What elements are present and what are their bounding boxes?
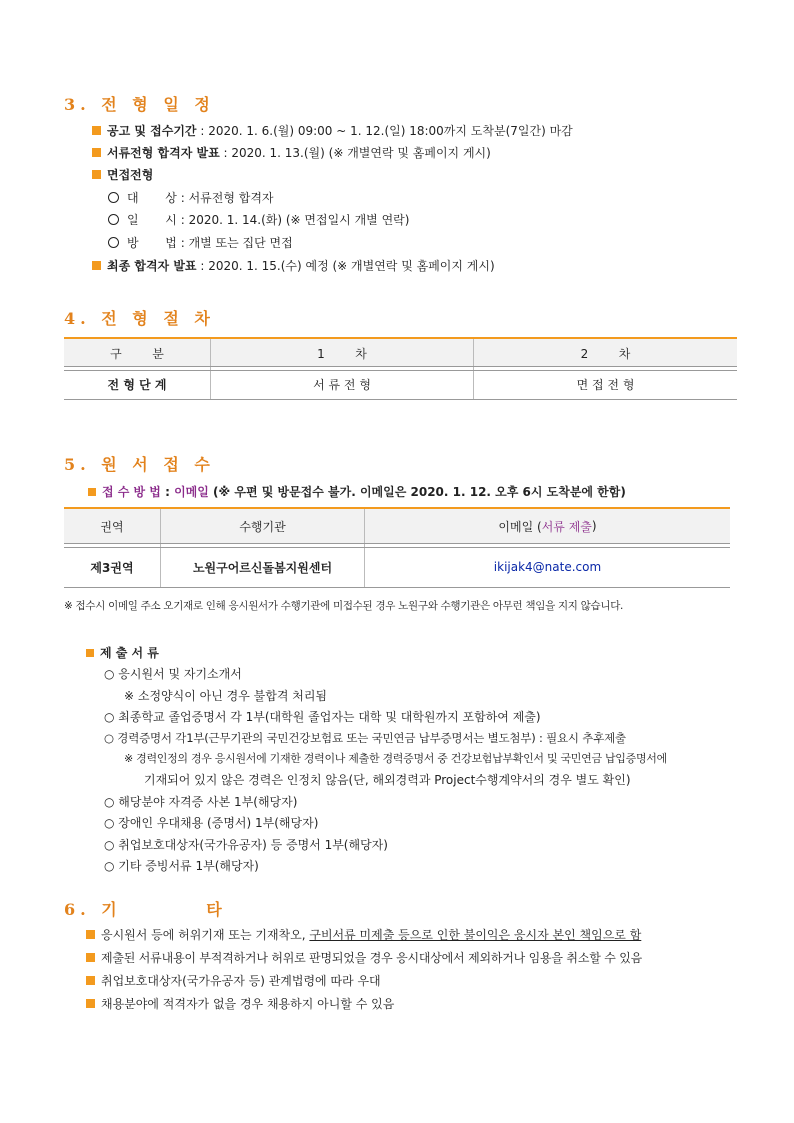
- row-agency: 노원구어르신돌봄지원센터: [192, 560, 333, 575]
- doc-note: ※ 소정양식이 아닌 경우 불합격 처리됨: [124, 689, 328, 703]
- doc-note: ※ 경력인정의 경우 응시원서에 기재한 경력이나 제출한 경력증명서 중 건강보험납부확인서 및 국민연금 납입증명서에: [124, 752, 667, 765]
- section4-heading: 4. 전 형 절 차: [64, 309, 215, 328]
- doc-item: ○ 응시원서 및 자기소개서: [104, 667, 242, 681]
- bullet-square-icon: [88, 488, 96, 496]
- circle-bullet-icon: [108, 192, 119, 203]
- row-second-stage: 면 접 전 형: [576, 378, 635, 392]
- doc-item: ○ 최종학교 졸업증명서 각 1부(대학원 졸업자는 대학 및 대학원까지 포함하여 제출): [104, 710, 541, 724]
- documents-heading: 제 출 서 류: [86, 645, 159, 661]
- section3-heading: 3. 전 형 일 정: [64, 95, 215, 114]
- row-region: 제3권역: [90, 560, 134, 575]
- email-link[interactable]: ikijak4@nate.com: [493, 560, 602, 574]
- submission-method: 접 수 방 법 : 이메일 (※ 우편 및 방문접수 불가. 이메일은 2020. 1. 12. 오후 6시 도착분에 한함): [88, 484, 626, 500]
- interview-target: 대 상 : 서류전형 합격자: [108, 190, 274, 206]
- circle-bullet-icon: [108, 214, 119, 225]
- bullet-square-icon: [92, 261, 101, 270]
- misc-item: 응시원서 등에 허위기재 또는 기재착오, 구비서류 미제출 등으로 인한 불이익은 응시자 본인 책임으로 함: [86, 927, 641, 943]
- doc-note-cont: 기재되어 있지 않은 경력은 인정치 않음(단, 해외경력과 Project수행계약서의 경우 별도 확인): [144, 773, 631, 787]
- header-first: 1 차: [317, 346, 367, 361]
- doc-item: ○ 경력증명서 각1부(근무기관의 국민건강보험료 또는 국민연금 납부증명서는 별도첨부) : 필요시 추후제출: [104, 731, 626, 745]
- bullet-square-icon: [86, 649, 94, 657]
- schedule-item-interview: 면접전형: [92, 167, 153, 183]
- header-email: 이메일 ( 서류 제출 ): [498, 519, 597, 534]
- schedule-item-final: 최종 합격자 발표 : 2020. 1. 15.(수) 예정 (※ 개별연락 및 홈페이지 게시): [92, 258, 495, 274]
- bullet-square-icon: [86, 999, 95, 1008]
- header-second: 2 차: [580, 346, 631, 361]
- misc-item: 취업보호대상자(국가유공자 등) 관계법령에 따라 우대: [86, 973, 381, 989]
- doc-item: ○ 장애인 우대채용 (증명서) 1부(해당자): [104, 816, 319, 830]
- bullet-square-icon: [92, 148, 101, 157]
- interview-date: 일 시 : 2020. 1. 14.(화) (※ 면접일시 개별 연락): [108, 212, 409, 228]
- bullet-square-icon: [92, 126, 101, 135]
- schedule-item-document-result: 서류전형 합격자 발표 : 2020. 1. 13.(월) (※ 개별연락 및 홈페이지 게시): [92, 145, 491, 161]
- doc-item: ○ 해당분야 자격증 사본 1부(해당자): [104, 795, 298, 809]
- section6-heading: 6. 기 타: [64, 900, 227, 919]
- misc-item: 채용분야에 적격자가 없을 경우 채용하지 아니할 수 있음: [86, 996, 394, 1012]
- bullet-square-icon: [86, 976, 95, 985]
- row-stage-label: 전 형 단 계: [107, 378, 167, 392]
- bullet-square-icon: [92, 170, 101, 179]
- doc-item: ○ 취업보호대상자(국가유공자) 등 증명서 1부(해당자): [104, 838, 388, 852]
- circle-bullet-icon: [108, 237, 119, 248]
- doc-item: ○ 기타 증빙서류 1부(해당자): [104, 859, 259, 873]
- row-first-stage: 서 류 전 형: [313, 378, 371, 392]
- interview-method: 방 법 : 개별 또는 집단 면접: [108, 235, 293, 251]
- section5-heading: 5. 원 서 접 수: [64, 455, 215, 474]
- footnote: ※ 접수시 이메일 주소 오기재로 인해 응시원서가 수행기관에 미접수된 경우 노원구와 수행기관은 아무런 책임을 지지 않습니다.: [64, 600, 624, 612]
- header-agency: 수행기관: [239, 519, 286, 534]
- bullet-square-icon: [86, 953, 95, 962]
- misc-item: 제출된 서류내용이 부적격하거나 허위로 판명되었을 경우 응시대상에서 제외하거나 임용을 취소할 수 있음: [86, 950, 642, 966]
- header-region: 권역: [100, 519, 124, 534]
- bullet-square-icon: [86, 930, 95, 939]
- header-category: 구 분: [110, 346, 164, 361]
- schedule-item-application: 공고 및 접수기간 : 2020. 1. 6.(월) 09:00 ~ 1. 12.(일) 18:00까지 도착분(7일간) 마감: [92, 123, 573, 139]
